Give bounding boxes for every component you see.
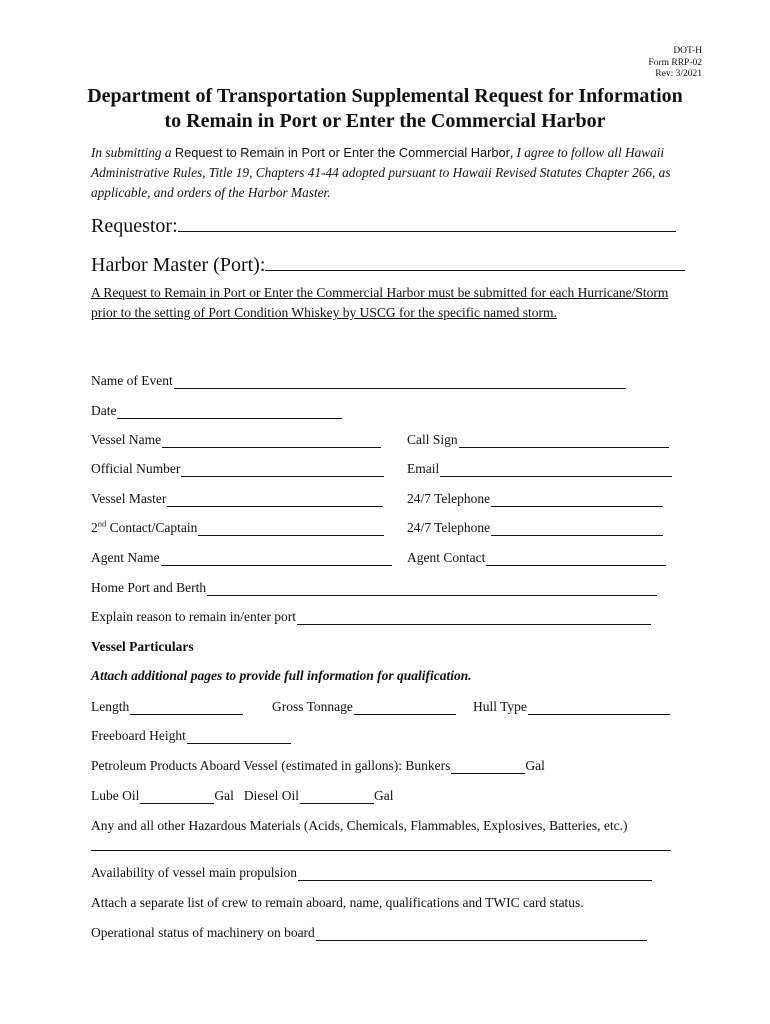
freeboard-input[interactable] xyxy=(187,731,291,744)
explain-reason-input[interactable] xyxy=(297,612,651,625)
machinery-input[interactable] xyxy=(316,928,647,941)
explain-reason-label: Explain reason to remain in/enter port xyxy=(91,609,297,624)
requestor-field xyxy=(91,213,676,238)
intro-request-name: Request to Remain in Port or Enter the Commercial Harbor xyxy=(174,145,510,160)
bunkers-input[interactable] xyxy=(451,761,525,774)
date-row xyxy=(91,403,342,419)
telephone-1-label: 24/7 Telephone xyxy=(407,491,491,506)
hull-type-label: Hull Type xyxy=(473,699,527,714)
date-label: Date xyxy=(91,403,117,418)
lube-oil-gal-unit: Gal xyxy=(214,788,234,803)
hull-type-input[interactable] xyxy=(528,702,670,715)
call-sign-label: Call Sign xyxy=(407,432,458,447)
revision-date: Rev: 3/2021 xyxy=(655,69,702,79)
official-number-label: Official Number xyxy=(91,461,181,476)
second-contact-row xyxy=(91,520,384,536)
hull-type-row xyxy=(473,699,670,715)
form-header-block xyxy=(648,46,702,81)
harbor-master-input-line[interactable] xyxy=(265,252,685,271)
freeboard-row xyxy=(91,728,291,744)
vessel-master-row xyxy=(91,491,383,507)
vessel-name-label: Vessel Name xyxy=(91,432,162,447)
harbor-master-field xyxy=(91,252,685,277)
agent-contact-label: Agent Contact xyxy=(407,550,486,565)
requestor-label: Requestor: xyxy=(91,215,178,237)
agent-name-input[interactable] xyxy=(161,553,392,566)
name-of-event-input[interactable] xyxy=(174,376,626,389)
explain-reason-row xyxy=(91,609,651,625)
length-label: Length xyxy=(91,699,130,714)
gross-tonnage-row xyxy=(272,699,456,715)
telephone-2-row xyxy=(407,520,663,536)
length-input[interactable] xyxy=(130,702,243,715)
propulsion-row xyxy=(91,865,652,881)
gross-tonnage-label: Gross Tonnage xyxy=(272,699,353,714)
second-contact-input[interactable] xyxy=(198,523,384,536)
telephone-1-input[interactable] xyxy=(491,494,663,507)
official-number-input[interactable] xyxy=(181,464,384,477)
home-port-input[interactable] xyxy=(207,583,657,596)
harbor-master-label: Harbor Master (Port): xyxy=(91,254,266,276)
machinery-label: Operational status of machinery on board xyxy=(91,925,315,940)
second-contact-label: 2nd Contact/Captain xyxy=(91,518,198,535)
diesel-oil-label: Diesel Oil xyxy=(243,788,299,803)
hazardous-label: Any and all other Hazardous Materials (Acids, Chemicals, Flammables, Explosives, Batteries, etc.) xyxy=(91,818,628,833)
submission-requirement: A Request to Remain in Port or Enter the Commercial Harbor must be submitted for each Hurricane/Storm prior to the setting of Port Condition Whiskey by USCG for the specific named storm. xyxy=(91,285,669,320)
home-port-row xyxy=(91,580,657,596)
propulsion-label: Availability of vessel main propulsion xyxy=(91,865,297,880)
vessel-name-row xyxy=(91,432,381,448)
call-sign-row xyxy=(407,432,669,448)
email-label: Email xyxy=(407,461,440,476)
agent-contact-input[interactable] xyxy=(486,553,666,566)
telephone-2-input[interactable] xyxy=(491,523,663,536)
form-number: Form RRP-02 xyxy=(648,57,702,68)
intro-part-1: In submitting a xyxy=(91,145,175,160)
agent-name-label: Agent Name xyxy=(91,550,160,565)
gross-tonnage-input[interactable] xyxy=(354,702,456,715)
lube-oil-label: Lube Oil xyxy=(91,788,140,803)
petroleum-label: Petroleum Products Aboard Vessel (estimated in gallons): Bunkers xyxy=(91,758,451,773)
vessel-master-label: Vessel Master xyxy=(91,491,167,506)
official-number-row xyxy=(91,461,384,477)
machinery-row xyxy=(91,925,647,941)
bunkers-gal-unit: Gal xyxy=(525,758,545,773)
name-of-event-row xyxy=(91,373,626,389)
petroleum-row xyxy=(91,758,545,774)
intro-part-3: , I agree to follow all Hawaii Administrative Rules, Title 19, Chapters 41-44 adopted pursuant to Hawaii Revised Statutes Chapter 266, as applicable, and orders of the Harbor Master. xyxy=(91,145,671,200)
intro-statement xyxy=(91,143,701,202)
lube-oil-input[interactable] xyxy=(140,791,214,804)
home-port-label: Home Port and Berth xyxy=(91,580,207,595)
length-row xyxy=(91,699,243,715)
call-sign-input[interactable] xyxy=(459,435,669,448)
date-input[interactable] xyxy=(117,406,342,419)
oil-row xyxy=(91,788,394,804)
vessel-master-input[interactable] xyxy=(167,494,383,507)
hazardous-input-line[interactable] xyxy=(91,850,671,851)
telephone-1-row xyxy=(407,491,663,507)
requestor-input-line[interactable] xyxy=(178,213,676,232)
page-title xyxy=(60,84,710,134)
dept-code: DOT-H xyxy=(673,46,702,56)
agent-name-row xyxy=(91,550,392,566)
crew-list-note: Attach a separate list of crew to remain aboard, name, qualifications and TWIC card status. xyxy=(91,895,584,910)
freeboard-label: Freeboard Height xyxy=(91,728,186,743)
title-line-1: Department of Transportation Supplemental Request for Information xyxy=(87,85,683,107)
attach-pages-note: Attach additional pages to provide full information for qualification. xyxy=(91,668,472,683)
telephone-2-label: 24/7 Telephone xyxy=(407,520,491,535)
email-row xyxy=(407,461,672,477)
vessel-name-input[interactable] xyxy=(162,435,381,448)
title-line-2: to Remain in Port or Enter the Commercial Harbor xyxy=(164,110,606,132)
agent-contact-row xyxy=(407,550,666,566)
diesel-oil-gal-unit: Gal xyxy=(374,788,394,803)
name-of-event-label: Name of Event xyxy=(91,373,173,388)
email-input[interactable] xyxy=(440,464,672,477)
propulsion-input[interactable] xyxy=(298,868,652,881)
diesel-oil-input[interactable] xyxy=(300,791,374,804)
vessel-particulars-heading: Vessel Particulars xyxy=(91,639,194,654)
